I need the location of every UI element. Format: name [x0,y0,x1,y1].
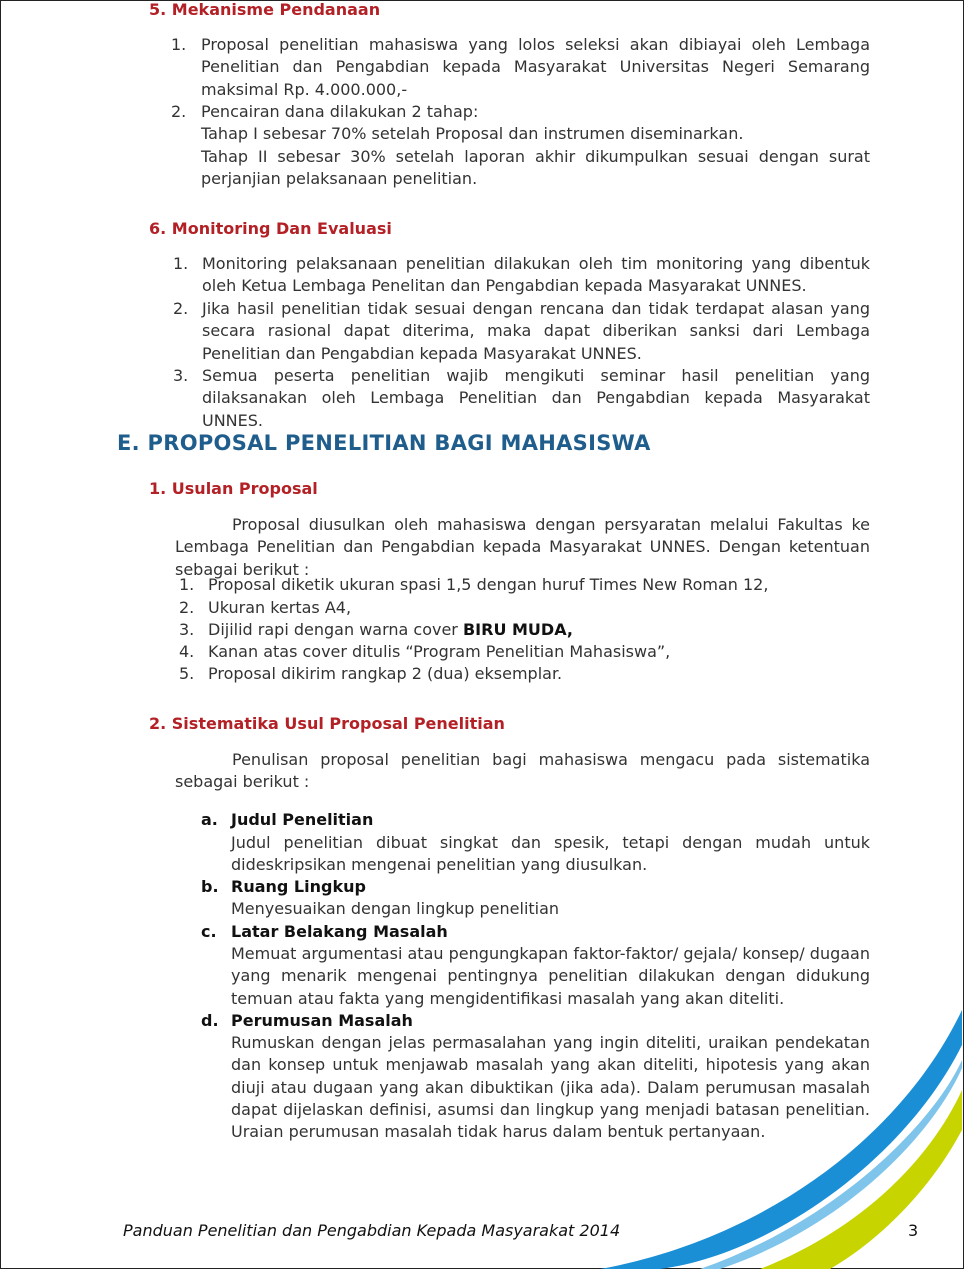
list-letter: d. [201,1011,219,1030]
list-letter: a. [201,810,218,829]
list-item-text: Semua peserta penelitian wajib mengikuti seminar hasil penelitian yang dilaksanakan oleh Lembaga Penelitian dan Pengabdian kepada Masyarakat UNNES. [202,366,870,430]
list-number: 2. [171,102,187,121]
list-number: 5. [179,664,195,683]
subsection-2-heading: 2. Sistematika Usul Proposal Penelitian [149,714,505,733]
list-item-line: Pencairan dana dilakukan 2 tahap: [201,102,479,121]
footer-title: Panduan Penelitian dan Pengabdian Kepada Masyarakat 2014 [123,1221,621,1240]
list-item-text: Proposal dikirim rangkap 2 (dua) eksemplar. [208,664,563,683]
list-item-text: Rumuskan dengan jelas permasalahan yang ingin diteliti, uraikan pendekatan dan konsep untuk menjawab masalah yang akan diteliti, hipotesis yang akan diuji atau dugaan yang akan dibuktikan (jika ada). Dalam perumusan masalah dapat dijelaskan definisi, asumsi dan lingkup yang menjadi batasan penelitian. Uraian perumusan masalah tidak harus dalam bentuk pertanyaan. [231,1033,870,1142]
list-item-line: Tahap I sebesar 70% setelah Proposal dan instrumen diseminarkan. [201,124,744,144]
list-number: 4. [179,642,195,661]
list-item-text: Ukuran kertas A4, [208,598,352,617]
list-letter: c. [201,922,217,941]
page-number: 3 [908,1221,919,1240]
list-item-text [208,619,870,641]
list-item-text: Proposal penelitian mahasiswa yang lolos seleksi akan dibiayai oleh Lembaga Penelitian dan Pengabdian kepada Masyarakat Universitas Negeri Semarang maksimal Rp. 4.000.000,- [201,35,870,99]
list-number: 3. [173,366,189,385]
subsection-1-intro: Proposal diusulkan oleh mahasiswa dengan persyaratan melalui Fakultas ke Lembaga Penelitian dan Pengabdian kepada Masyarakat UNNES. Dengan ketentuan sebagai berikut : [175,515,870,579]
list-item-title: Judul Penelitian [231,810,374,829]
list-number: 1. [179,575,195,594]
section-e-heading: E. PROPOSAL PENELITIAN BAGI MAHASISWA [117,431,651,455]
list-number: 2. [173,299,189,318]
list-item-text: Menyesuaikan dengan lingkup penelitian [231,899,560,918]
list-number: 1. [173,254,189,273]
section-5-heading: 5. Mekanisme Pendanaan [149,0,381,19]
list-number: 2. [179,598,195,617]
list-item-text: Judul penelitian dibuat singkat dan spesik, tetapi dengan mudah untuk dideskripsikan mengenai penelitian yang diusulkan. [231,833,870,875]
list-item-title: Ruang Lingkup [231,877,366,896]
list-item-line: Tahap II sebesar 30% setelah laporan akhir dikumpulkan sesuai dengan surat perjanjian pelaksanaan penelitian. [201,146,870,188]
list-item-text-bold: BIRU MUDA, [462,620,573,639]
list-item-text: Jika hasil penelitian tidak sesuai dengan rencana dan tidak terdapat alasan yang secara rasional dapat diterima, maka dapat diberikan sanksi dari Lembaga Penelitian dan Pengabdian kepada Masyarakat UNNES. [202,299,870,363]
list-item-text: Kanan atas cover ditulis “Program Penelitian Mahasiswa”, [208,642,671,661]
subsection-2-intro: Penulisan proposal penelitian bagi mahasiswa mengacu pada sistematika sebagai berikut : [175,750,870,792]
list-item-text: Proposal diketik ukuran spasi 1,5 dengan huruf Times New Roman 12, [208,575,769,594]
list-item-text-plain: Dijilid rapi dengan warna cover [208,620,463,639]
list-item-title: Perumusan Masalah [231,1011,413,1030]
list-item-text: Monitoring pelaksanaan penelitian dilakukan oleh tim monitoring yang dibentuk oleh Ketua Lembaga Penelitan dan Pengabdian kepada Masyarakat UNNES. [202,254,870,296]
list-number: 1. [171,35,187,54]
section-6-heading: 6. Monitoring Dan Evaluasi [149,219,392,238]
subsection-1-heading: 1. Usulan Proposal [149,479,318,498]
list-letter: b. [201,877,219,896]
list-item-text: Memuat argumentasi atau pengungkapan faktor-faktor/ gejala/ konsep/ dugaan yang menarik mengenai pentingnya penelitian dilakukan dengan didukung temuan atau fakta yang mengidentifikasi masalah yang akan diteliti. [231,944,870,1008]
list-item-text [201,101,870,190]
list-number: 3. [179,620,195,639]
list-item-title: Latar Belakang Masalah [231,922,448,941]
